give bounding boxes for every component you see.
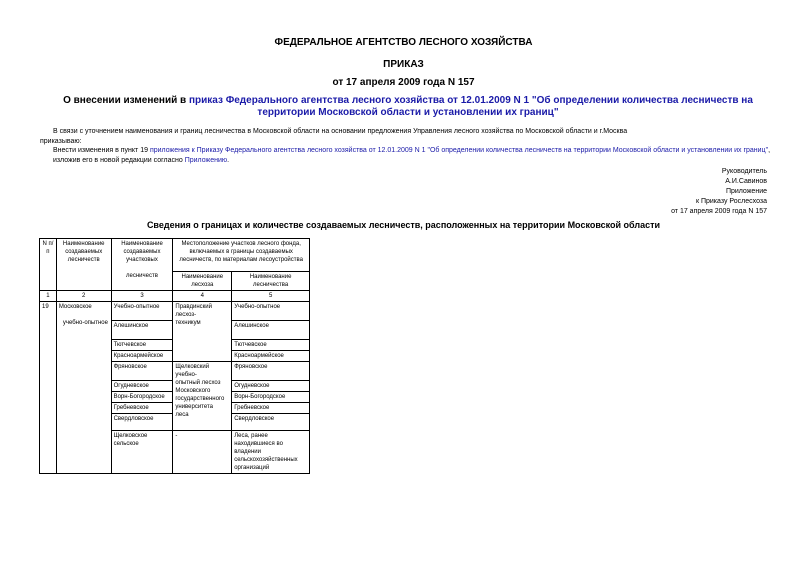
header-forestry-name: Наименование лесничества bbox=[232, 272, 310, 291]
district-cell: Фряновское bbox=[111, 362, 173, 381]
forestry-name-cell: Учебно-опытное bbox=[232, 302, 310, 321]
p2-text-a: Внести изменения в пункт 19 bbox=[53, 147, 150, 154]
appendix-to-order: к Приказу Рослесхоза bbox=[695, 198, 767, 205]
district-cell: Учебно-опытное bbox=[111, 302, 173, 321]
paragraph-reason bbox=[40, 127, 793, 147]
leskhoz-cell-3: - bbox=[173, 431, 232, 474]
header-districts bbox=[111, 239, 173, 291]
signature-block bbox=[671, 167, 767, 217]
forestry-name-cell: Огудневское bbox=[232, 381, 310, 392]
order-word: приказываю: bbox=[40, 138, 82, 145]
colnum-1: 1 bbox=[40, 291, 57, 302]
district-cell: Тютчевское bbox=[111, 340, 173, 351]
forestry-name-b: учебно-опытное bbox=[62, 320, 108, 326]
column-numbers-row bbox=[40, 291, 310, 302]
paragraph-changes bbox=[40, 146, 793, 166]
header-districts-a: Наименование создаваемых участковых bbox=[121, 241, 163, 263]
forestry-name-a: Московское bbox=[58, 304, 92, 310]
signer-name: А.И.Савинов bbox=[725, 178, 767, 185]
header-leskhoz: Наименование лесхоза bbox=[173, 272, 232, 291]
leskhoz-2f: леса bbox=[175, 412, 189, 418]
header-location: Местоположение участков лесного фонда, включаемых в границы создаваемых лесничеств, по материалам лесоустройства bbox=[173, 239, 310, 272]
district-cell: Ворн-Богородское bbox=[111, 392, 173, 403]
document-subject bbox=[38, 95, 778, 119]
district-cell: Красноармейское bbox=[111, 351, 173, 362]
row-number: 19 bbox=[40, 302, 57, 474]
table-row bbox=[40, 302, 310, 321]
leskhoz-cell-2 bbox=[173, 362, 232, 431]
forestry-name-cell: Гребневское bbox=[232, 403, 310, 414]
header-districts-b: лесничеств bbox=[126, 273, 158, 279]
leskhoz-2c: Московского bbox=[175, 388, 211, 394]
appendix-order-link[interactable]: приложения к Приказу Федерального агентства лесного хозяйства от 12.01.2009 N 1 "Об определении количества лесничеств на территории Московской области и установлении их границ" bbox=[149, 147, 769, 154]
signer-role: Руководитель bbox=[721, 168, 767, 175]
leskhoz-2a: Щелковский учебно- bbox=[175, 364, 210, 378]
p2-text-b: , изложив его в новой редакции согласно bbox=[53, 147, 771, 164]
forestry-cell bbox=[56, 302, 111, 474]
subject-link[interactable]: приказ Федерального агентства лесного хозяйства от 12.01.2009 N 1 "Об определении количества лесничеств на территории Московской области и установлении их границ" bbox=[188, 95, 753, 118]
forestry-name-cell: Тютчевское bbox=[232, 340, 310, 351]
district-cell: Гребневское bbox=[111, 403, 173, 414]
table-title: Сведения о границах и количестве создаваемых лесничеств, расположенных на территории Московской области bbox=[146, 220, 661, 230]
leskhoz-cell-1 bbox=[173, 302, 232, 362]
appendix-date: от 17 апреля 2009 года N 157 bbox=[671, 208, 767, 215]
leskhoz-2d: государственного bbox=[175, 396, 225, 402]
table-header-row bbox=[40, 239, 310, 272]
district-cell: Щелковское сельское bbox=[111, 431, 173, 474]
agency-name: ФЕДЕРАЛЬНОЕ АГЕНТСТВО ЛЕСНОГО ХОЗЯЙСТВА bbox=[274, 37, 533, 48]
forestry-name-cell: Свердловское bbox=[232, 414, 310, 431]
colnum-4: 4 bbox=[173, 291, 232, 302]
forestry-name-cell: Леса, ранее находившиеся во владении сельскохозяйственных организаций bbox=[232, 431, 310, 474]
appendix-link[interactable]: Приложению bbox=[184, 157, 228, 164]
district-cell: Огудневское bbox=[111, 381, 173, 392]
paragraph-reason-text: В связи с уточнением наименования и границ лесничества в Московской области на основании предложения Управления лесного хозяйства по Московской области и г.Москва bbox=[53, 128, 628, 135]
document-type: ПРИКАЗ bbox=[383, 59, 424, 70]
forestry-name-cell: Фряновское bbox=[232, 362, 310, 381]
colnum-5: 5 bbox=[232, 291, 310, 302]
district-cell: Алешинское bbox=[111, 321, 173, 340]
forestry-table bbox=[39, 238, 310, 474]
header-forestry: Наименование создаваемых лесничеств bbox=[56, 239, 111, 291]
leskhoz-2e: университета bbox=[175, 404, 214, 410]
subject-prefix: О внесении изменений в bbox=[63, 95, 189, 106]
header-num: N п/п bbox=[40, 239, 57, 291]
leskhoz-1a: Правдинский лесхоз- bbox=[175, 304, 212, 318]
forestry-name-cell: Алешинское bbox=[232, 321, 310, 340]
document-date: от 17 апреля 2009 года N 157 bbox=[332, 77, 475, 88]
forestry-name-cell: Красноармейское bbox=[232, 351, 310, 362]
district-cell: Свердловское bbox=[111, 414, 173, 431]
p2-text-c: . bbox=[227, 157, 230, 164]
colnum-3: 3 bbox=[111, 291, 173, 302]
forestry-name-cell: Ворн-Богородское bbox=[232, 392, 310, 403]
colnum-2: 2 bbox=[56, 291, 111, 302]
leskhoz-1b: техникум bbox=[175, 320, 201, 326]
leskhoz-2b: опытный лесхоз bbox=[175, 380, 221, 386]
appendix-label: Приложение bbox=[725, 188, 767, 195]
